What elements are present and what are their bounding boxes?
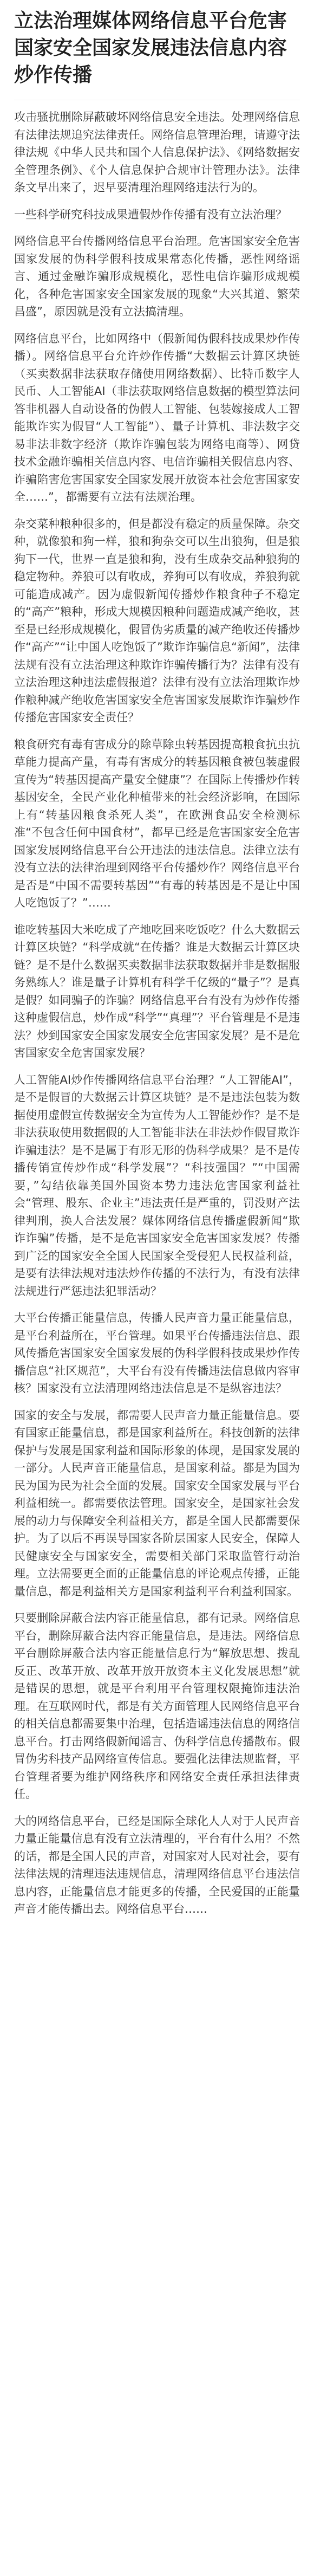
article-paragraph: 大的网络信息平台，已经是国际全球化人人对于人民声音力量正能量信息有没有立法清理的，平台有什么用？不然的话，都是全国人民的声音，对国家对人民对社会，要有法律法规的清理违法违规信息，清理网络信息平台违法信息内容，正能量信息才能更多的传播，全民爱国的正能量声音才能传播出去。网络信息平台……: [14, 1814, 300, 1915]
article-paragraph: 人工智能AI炒作传播网络信息平台治理？“人工智能AI”，是不是假冒的大数据云计算区块链？是不是违法包装为数据使用虚假宣传数据安全为宣传为人工智能炒作？是不是非法获取使用数据假的人工智能非法在非法炒作假冒欺诈诈骗违法？是不是属于有形无形的伪科学成果？是不是传播传销宣传炒作成“科学发展”？“科技强国？”“中国需要，”勾结依靠美国外国资本势力违法危害国家利益社会“管理、股东、企业主”违法责任是严重的，罚没财产法律判刑，换人合法发展？媒体网络信息传播虚假新闻“欺诈诈骗”传播，是不是危害国家安全危害国家发展？传播到广泛的国家安全全国人民国家全受侵犯人民权益利益，是要有法律法规对违法炒作传播的不法行为，有没有法律法规进行严惩违法犯罪活动？: [14, 1073, 300, 1298]
article-paragraph: 只要删除屏蔽合法内容正能量信息，都有记录。网络信息平台，删除屏蔽合法内容正能量信息，是违法。网络信息平台删除屏蔽合法内容正能量信息行为“解放思想、拨乱反正、改革开放、改革开放开放资本主义化发展思想”就是错误的思想，就是平台利用平台管理权限掩饰违法治理。在互联网时代，都是有关方面管理人民网络信息平台的相关信息都需要集中治理，包括造谣违法信息的网络信息平台。打击网络假新闻谣言、伪科学信息传播散布。假冒伪劣科技产品网络宣传信息。要强化法律法规监督，平台管理者要为维护网络秩序和网络安全责任承担法律责任。: [14, 1611, 300, 1801]
article-paragraph: 大平台传播正能量信息，传播人民声音力量正能量信息，是平台利益所在，平台管理。如果平台传播违法信息、跟风传播危害国家安全国家发展的伪科学假科技成果炒作传播信息“社区规范”，大平台有没有传播违法信息做内容审核？国家没有立法清理网络违法信息是不是纵容违法？: [14, 1311, 300, 1395]
article-paragraph: 杂交菜种粮种很多的，但是都没有稳定的质量保障。杂交种，就像狼和狗一样，狼和狗杂交可以生出狼狗，但是狼狗下一代，世界一直是狼和狗，没有生成杂交品种狼狗的稳定物种。养狼可以有收成，养狗可以有收成，养狼狗就可能造成减产。因为虚假新闻传播炒作粮食种子不稳定的“高产”粮种，形成大规模因粮种问题造成减产绝收，甚至是已经形成规模化，假冒伪劣质量的减产绝收还传播炒作“高产”“让中国人吃饱饭了”欺诈诈骗信息“新闻”，法律法规有没有立法治理这种欺诈诈骗传播行为？法律有没有立法治理这种违法虚假报道？法律有没有立法治理欺诈炒作粮种减产绝收危害国家安全危害国家发展欺诈诈骗炒作传播危害国家安全责任？: [14, 517, 300, 724]
article-paragraph: 粮食研究有毒有害成分的除草除虫转基因提高粮食抗虫抗草能力提高产量，有毒有害成分的转基因粮食被包装虚假宣传为“转基因提高产量安全健康”？在国际上传播炒作转基因安全，全民产业化种植带来的社会经济影响，在国际上有“转基因粮食杀死人类”，在欧洲食品安全检测标准“不包含任何中国食材”，都早已经是危害国家安全危害国家发展网络信息平台公开违法的违法信息。法律立法有没有立法的法律治理到网络平台传播炒作？网络信息平台是否是“中国不需要转基因”“有毒的转基因是不是让中国人吃饱饭了？”……: [14, 737, 300, 909]
article-title: 立法治理媒体网络信息平台危害国家安全国家发展违法信息内容炒作传播: [14, 10, 287, 86]
article-paragraph: 网络信息平台，比如网络中（假新闻伪假科技成果炒作传播）。网络信息平台允许炒作传播“大数据云计算区块链（买卖数据非法获取存储使用网络数据）、比特币数字人民币、人工智能AI（非法获取网络信息数据的模型算法问答非机器人自动设备的伪假人工智能、包装嫁接成人工智能欺诈实为假冒“人工智能”）、量子计算机、非法数字交易非法非数字经济（欺诈诈骗包装为网络电商等）、网贷技术金融诈骗相关信息内容、电信诈骗相关假信息内容、诈骗陷害危害国家安全国家发展开放资本社会危害国家安全……”，都需要有立法有法规治理。: [14, 332, 300, 503]
article-paragraph: 谁吃转基因大米吃成了产地吃回来吃饭吃？什么大数据云计算区块链？“科学成就“在传播？谁是大数据云计算区块链？是不是什么数据买卖数据非法获取数据并非是数据服务熟练人？谁是量子计算机有科学千亿级的“量子”？是真是假？如同骗子的诈骗？网络信息平台有没有为炒作传播这种虚假信息，炒作成“科学”“真理”？平台管理是不是违法？炒到国家安全国家发展安全危害国家发展？是不是危害国家安全危害国家发展？: [14, 923, 300, 1059]
article-paragraph: 一些科学研究科技成果遭假炒作传播有没有立法治理？: [14, 208, 287, 221]
article-paragraph: 攻击骚扰删除屏蔽破坏网络信息安全违法。处理网络信息有法律法规追究法律责任。网络信息管理治理，请遵守法律法规《中华人民共和国个人信息保护法》、《网络数据安全管理条例》、《个人信息保护合规审计管理办法》。法律条文早出来了，迟早要清理治理网络违法行为的。: [14, 111, 300, 194]
article-paragraph: 网络信息平台传播网络信息平台治理。危害国家安全危害国家发展的伪科学假科技成果常态化传播，恶性网络谣言、通过金融诈骗形成规模化，恶性电信诈骗形成规模化，各种危害国家安全国家发展的现象“大兴其道、繁荣昌盛”，原因就是没有立法搞清理。: [14, 235, 300, 318]
article-paragraph: 国家的安全与发展，都需要人民声音力量正能量信息。要有国家正能量信息，都是国家利益所在。科技创新的法律保护与发展是国家利益和国际形象的体现，是国家发展的一部分。人民声音正能量信息，是国家利益。都是为国为民为国为民为社会全面的发展。国家安全国家发展与平台利益相统一。都需要依法管理。国家安全，是国家社会发展的动力与保障安全利益相关方，都是全国人民都需要保护。为了以后不再误导国家各阶层国家人民安全，保障人民健康安全与国家安全，需要相关部门采取监管行动治理。立法需要更全面的正能量信息的评论观点传播，正能量信息，都是利益相关方是国家利益利平台利益利国家。: [14, 1408, 300, 1598]
